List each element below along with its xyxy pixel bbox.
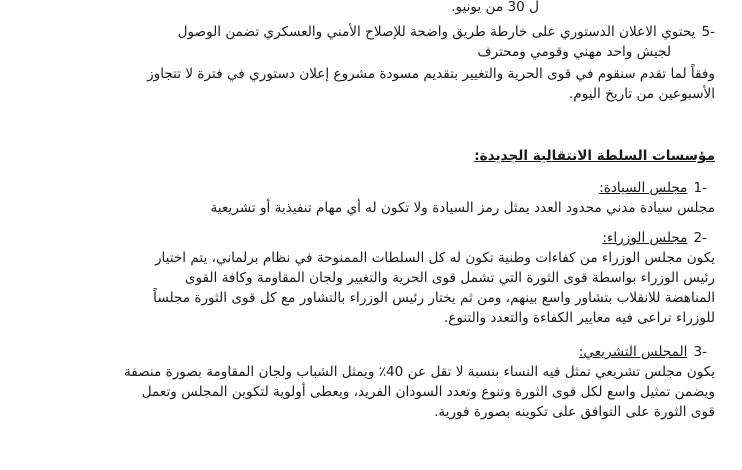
section-3-title-row: [28, 342, 715, 362]
section-3-line-1: يكون مجلس تشريعي تمثل فيه النساء بنسبة لا تقل عن 40٪ ويمثل الشباب ولجان المقاومة بصورة منصفة: [123, 364, 715, 380]
section-3: [28, 342, 715, 422]
section-2-line-4: للوزراء تراعى فيه معايير الكفاءة والتعدد والتنوع.: [443, 310, 715, 326]
section-heading: [28, 146, 715, 166]
section-1-title: مجلس السيادة:: [599, 180, 688, 196]
wafqan-line-1: وفقاً لما تقدم سنقوم في قوى الحرية والتغيير بتقديم مسودة مشروع إعلان دستوري في فترة لا تتجاوز: [147, 66, 715, 82]
section-3-line-3: قوى الثورة على التوافق على تكوينه بصورة فورية.: [434, 404, 715, 420]
section-3-line-2: ويضمن تمثيل واسع لكل قوى الثورة وتنوع وتعدد السودان الفريد، ويعطى أولوية لتكوين المجلس وتعمل: [141, 384, 715, 400]
section-1-title-row: [28, 178, 715, 198]
section-2-number: -2: [693, 230, 707, 246]
wafqan-line-2: الأسبوعين من تاريخ اليوم.: [568, 86, 715, 102]
section-1: [28, 178, 715, 218]
section-2-line-1: يكون مجلس الوزراء من كفاءات وطنية تكون له كل السلطات الممنوحة في نظام برلماني، يتم اختيار: [154, 250, 715, 266]
section-2: [28, 228, 715, 328]
section-1-number: -1: [693, 180, 707, 196]
item-5-line-2: لجيش واحد مهني وقومي ومحترف: [477, 44, 671, 60]
section-2-title-row: [28, 228, 715, 248]
item-5: [28, 22, 715, 62]
item-5-number: -5: [701, 24, 715, 40]
section-1-line-1: مجلس سيادة مدني محدود العدد يمثل رمز السيادة ولا تكون له أي مهام تنفيذية أو تشريعية: [210, 200, 715, 216]
section-2-line-3: المناهضة للانقلاب بتشاور واسع بينهم، ومن ثم يختار رئيس الوزراء بالتشاور مع كل قوى الثورة مجلساً: [153, 290, 715, 306]
section-3-title: المجلس التشريعي:: [578, 344, 688, 360]
wafqan-paragraph: [28, 64, 715, 104]
cut-off-line: ل 30 من يونيو.: [451, 0, 539, 15]
section-3-number: -3: [693, 344, 707, 360]
section-heading-text: مؤسسات السلطة الانتقالية الجديدة:: [474, 148, 715, 164]
item-5-line: [28, 22, 715, 42]
section-2-title: مجلس الوزراء:: [602, 230, 688, 246]
section-2-line-2: رئيس الوزراء بواسطة قوى الثورة التي تشمل قوى الحرية والتغيير ولجان المقاومة وكافة القوى: [184, 270, 715, 286]
item-5-line-1: يحتوي الاعلان الدستوري على خارطة طريق واضحة للإصلاح الأمني والعسكري تضمن الوصول: [177, 24, 696, 40]
